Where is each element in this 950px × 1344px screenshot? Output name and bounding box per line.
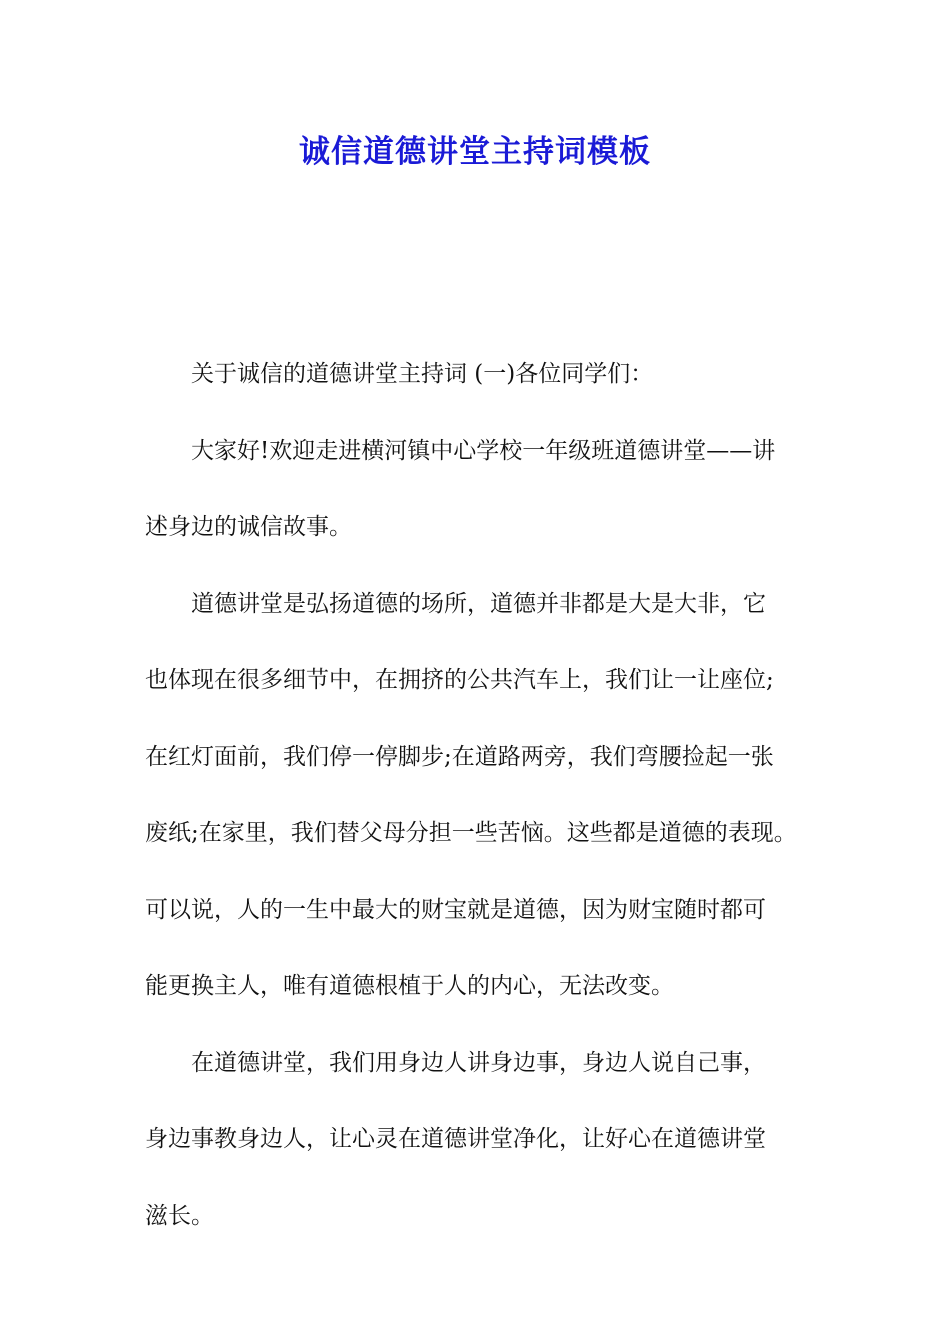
paragraph-line: 在道德讲堂，我们用身边人讲身边事，身边人说自己事， xyxy=(191,1049,766,1076)
paragraph-line: 在红灯面前，我们停一停脚步;在道路两旁，我们弯腰捡起一张 xyxy=(145,743,774,770)
paragraph-line: 身边事教身边人，让心灵在道德讲堂净化，让好心在道德讲堂 xyxy=(145,1126,766,1152)
paragraph-line: 能更换主人，唯有道德根植于人的内心，无法改变。 xyxy=(145,973,674,999)
paragraph-line: 大家好!欢迎走进横河镇中心学校一年级班道德讲堂——讲 xyxy=(191,437,776,464)
paragraph-line: 关于诚信的道德讲堂主持词 (一)各位同学们： xyxy=(191,361,654,387)
paragraph-line: 述身边的诚信故事。 xyxy=(145,514,352,540)
document-body xyxy=(145,336,825,1254)
paragraph-line: 道德讲堂是弘扬道德的场所，道德并非都是大是大非，它 xyxy=(191,590,766,617)
document-title: 诚信道德讲堂主持词模板 xyxy=(299,134,651,170)
paragraph-line: 废纸;在家里，我们替父母分担一些苦恼。这些都是道德的表现。 xyxy=(145,820,797,846)
paragraph-line: 也体现在很多细节中，在拥挤的公共汽车上，我们让一让座位; xyxy=(145,667,774,693)
paragraph-line: 可以说，人的一生中最大的财宝就是道德，因为财宝随时都可 xyxy=(145,896,766,923)
paragraph-line: 滋长。 xyxy=(145,1202,214,1229)
